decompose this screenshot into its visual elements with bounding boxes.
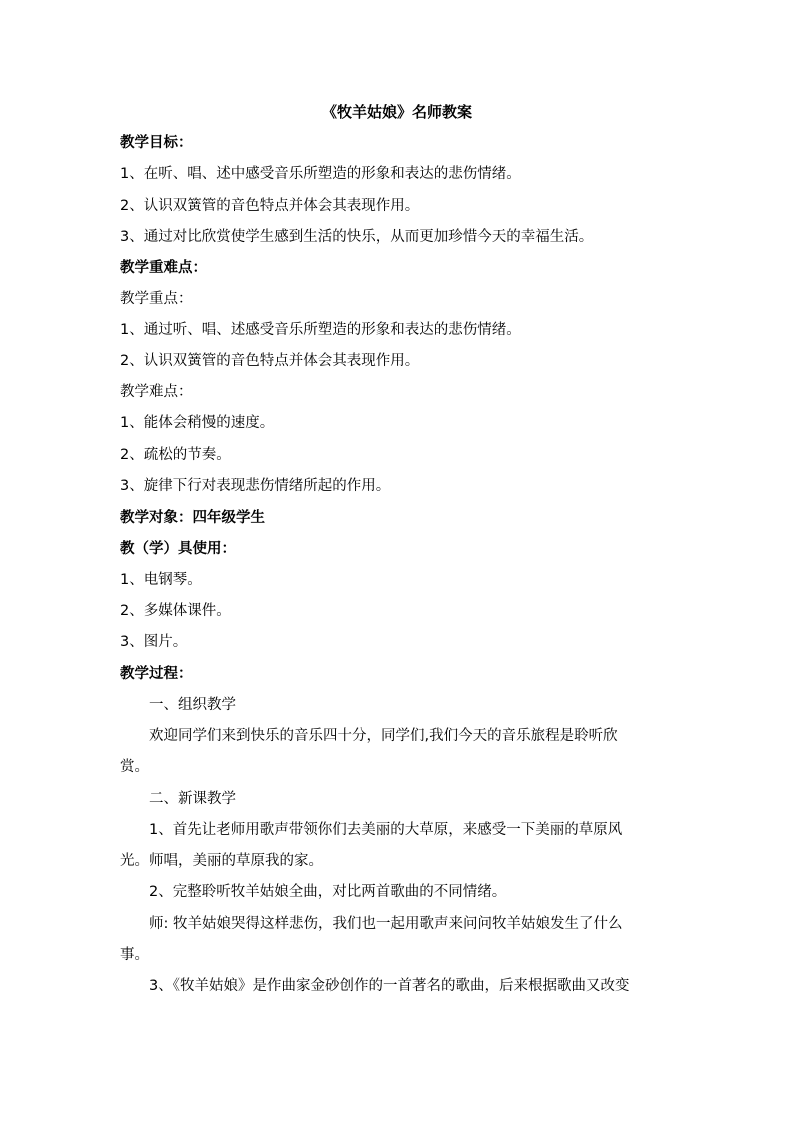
heading-key-difficult-points: 教学重难点： (120, 260, 207, 276)
key-point-item-1: 1、通过听、唱、述感受音乐所塑造的形象和表达的悲伤情绪。 (120, 322, 521, 338)
key-point-item-2: 2、认识双簧管的音色特点并体会其表现作用。 (120, 353, 420, 369)
heading-teaching-target: 教学对象：四年级学生 (120, 510, 265, 526)
goal-item-3: 3、通过对比欣赏使学生感到生活的快乐，从而更加珍惜今天的幸福生活。 (120, 229, 594, 245)
paragraph-line: 2、完整聆听牧羊姑娘全曲，对比两首歌曲的不同情绪。 (149, 884, 507, 900)
paragraph-line: 欢迎同学们来到快乐的音乐四十分，同学们,我们今天的音乐旅程是聆听欣 (149, 728, 618, 744)
subheading-difficult-points: 教学难点： (120, 384, 193, 400)
heading-teaching-tools: 教（学）具使用： (120, 541, 236, 557)
heading-teaching-process: 教学过程： (120, 666, 193, 682)
tool-item-3: 3、图片。 (120, 634, 188, 650)
difficult-point-item-3: 3、旋律下行对表现悲伤情绪所起的作用。 (120, 478, 391, 494)
paragraph-line: 1、首先让老师用歌声带领你们去美丽的大草原，来感受一下美丽的草原风 (149, 822, 623, 838)
difficult-point-item-1: 1、能体会稍慢的速度。 (120, 415, 275, 431)
paragraph-line: 3、《牧羊姑娘》是作曲家金砂创作的一首著名的歌曲，后来根据歌曲又改变 (149, 978, 630, 994)
paragraph-line: 师: 牧羊姑娘哭得这样悲伤，我们也一起用歌声来问问牧羊姑娘发生了什么 (149, 916, 623, 932)
difficult-point-item-2: 2、疏松的节奏。 (120, 447, 231, 463)
paragraph-line: 光。师唱，美丽的草原我的家。 (120, 853, 323, 869)
page-title: 《牧羊姑娘》名师教案 (321, 103, 472, 121)
tool-item-2: 2、多媒体课件。 (120, 603, 231, 619)
section-organize-teaching: 一、组织教学 (149, 697, 236, 713)
heading-teaching-goals: 教学目标： (120, 135, 193, 151)
subheading-key-points: 教学重点： (120, 291, 193, 307)
tool-item-1: 1、电钢琴。 (120, 572, 202, 588)
paragraph-line: 事。 (120, 947, 149, 963)
paragraph-line: 赏。 (120, 759, 149, 775)
section-new-lesson: 二、新课教学 (149, 791, 236, 807)
goal-item-2: 2、认识双簧管的音色特点并体会其表现作用。 (120, 198, 420, 214)
goal-item-1: 1、在听、唱、述中感受音乐所塑造的形象和表达的悲伤情绪。 (120, 166, 521, 182)
